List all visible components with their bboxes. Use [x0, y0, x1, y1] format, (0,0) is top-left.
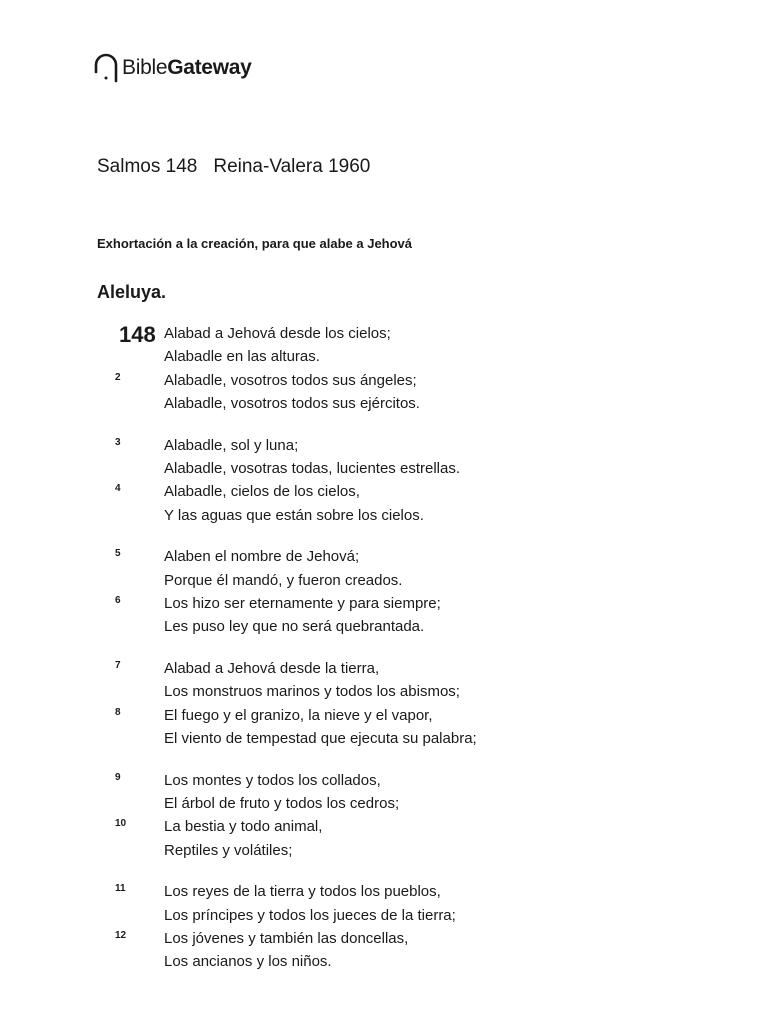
verse-text: Los príncipes y todos los jueces de la tierra;: [164, 906, 456, 924]
verse-number: 9: [115, 771, 121, 783]
section-heading: Exhortación a la creación, para que alabe a Jehová: [97, 236, 413, 251]
verse-line: [0, 815, 768, 838]
stanza: [0, 769, 768, 862]
verse-number: 2: [115, 371, 121, 383]
logo-wordmark: [122, 56, 251, 80]
verse-text: El viento de tempestad que ejecuta su palabra;: [164, 729, 477, 747]
verse-text: Los ancianos y los niños.: [164, 953, 332, 971]
verse-line: [0, 504, 768, 527]
stanza: [0, 434, 768, 527]
verse-line: [0, 704, 768, 727]
verse-line: [0, 615, 768, 638]
bible-version: Reina-Valera 1960: [213, 156, 371, 177]
verse-text: El fuego y el granizo, la nieve y el vapor,: [164, 706, 433, 724]
verse-text: Los reyes de la tierra y todos los pueblos,: [164, 883, 441, 901]
psalm-intro: Aleluya.: [97, 282, 167, 302]
verse-number: 10: [115, 818, 127, 830]
biblegateway-logo[interactable]: [93, 52, 251, 84]
verse-text: Los jóvenes y también las doncellas,: [164, 930, 409, 948]
verse-line: [0, 839, 768, 862]
verse-line: [0, 369, 768, 392]
passage-reference: Salmos 148: [97, 156, 198, 177]
verse-text: Les puso ley que no será quebrantada.: [164, 618, 425, 636]
verse-text: Alabad a Jehová desde la tierra,: [164, 660, 380, 678]
verse-number: 4: [115, 483, 121, 495]
verse-text: Alabadle, vosotros todos sus ángeles;: [164, 371, 417, 389]
verse-text: El árbol de fruto y todos los cedros;: [164, 795, 400, 813]
verse-text: Porque él mandó, y fueron creados.: [164, 571, 403, 589]
verse-text: La bestia y todo animal,: [164, 818, 323, 836]
verse-text: Alabad a Jehová desde los cielos;: [164, 325, 391, 342]
verse-line: [0, 927, 768, 950]
logo-name: Gateway: [167, 56, 252, 79]
verse-line: [0, 950, 768, 973]
verse-number: 3: [115, 436, 121, 448]
verse-number: 5: [115, 548, 121, 560]
verse-text: Alabadle, cielos de los cielos,: [164, 483, 360, 501]
chapter-number: 148: [119, 322, 156, 347]
page-title: [97, 156, 370, 178]
stanza: [0, 880, 768, 973]
logo-prefix: Bible: [122, 56, 168, 79]
verse-text: Alabadle, sol y luna;: [164, 436, 299, 454]
verse-number: 12: [115, 930, 127, 942]
verse-number: 7: [115, 660, 121, 672]
verse-text: Los monstruos marinos y todos los abismos;: [164, 683, 460, 701]
verse-number: 11: [115, 883, 126, 895]
verse-text: Y las aguas que están sobre los cielos.: [164, 506, 424, 524]
verse-line: [0, 545, 768, 568]
verse-line: [0, 727, 768, 750]
stanza: [0, 657, 768, 750]
arch-logo-icon: [93, 52, 119, 84]
verse-line: [0, 657, 768, 680]
verse-text: Reptiles y volátiles;: [164, 841, 293, 859]
verse-line: [0, 434, 768, 457]
psalm-text: [0, 322, 768, 992]
verse-text: Alabadle, vosotras todas, lucientes estrellas.: [164, 459, 460, 477]
stanza: [0, 322, 768, 415]
verse-line: [0, 769, 768, 792]
verse-number: 6: [115, 594, 121, 606]
verse-line: [0, 480, 768, 503]
verse-text: Los montes y todos los collados,: [164, 771, 381, 789]
verse-line: [0, 322, 768, 345]
verse-line: [0, 392, 768, 415]
verse-line: [0, 880, 768, 903]
verse-number: 8: [115, 706, 121, 718]
verse-text: Alaben el nombre de Jehová;: [164, 548, 360, 566]
verse-text: Los hizo ser eternamente y para siempre;: [164, 594, 441, 612]
verse-line: [0, 592, 768, 615]
stanza: [0, 545, 768, 638]
verse-text: Alabadle, vosotros todos sus ejércitos.: [164, 394, 420, 412]
verse-text: Alabadle en las alturas.: [164, 348, 320, 366]
